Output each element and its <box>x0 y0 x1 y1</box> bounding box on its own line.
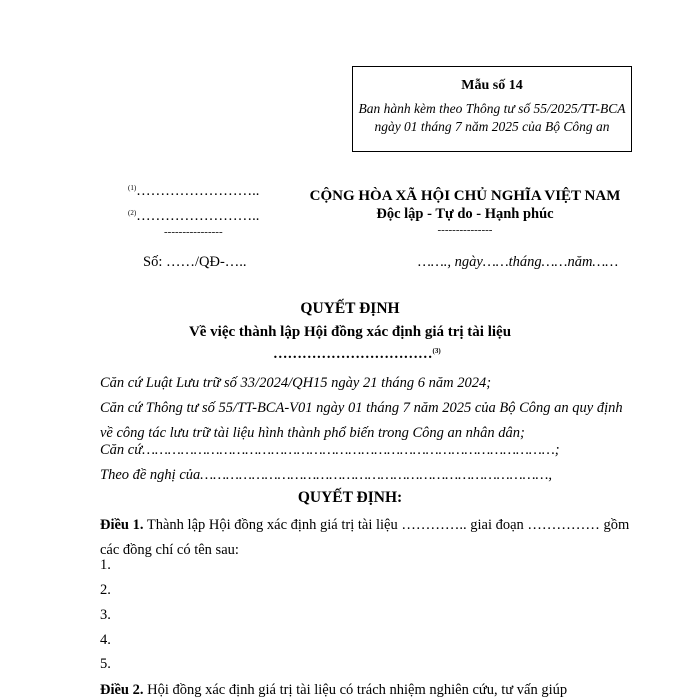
article-1 <box>100 513 630 563</box>
agency-line-2: $^{(2)}$…………………….. <box>128 208 260 224</box>
basis-other: Căn cứ……………………………………………………………………………………; <box>100 442 560 458</box>
article-2-label: Điều 2. <box>100 682 144 698</box>
agency-line-1: $^{(1)}$…………………….. <box>128 183 260 199</box>
article-2 <box>100 682 567 699</box>
document-number: Số: ……/QĐ-….. <box>143 254 247 270</box>
decision-title: QUYẾT ĐỊNH <box>300 300 400 317</box>
document-date: ……., ngày……tháng……năm…… <box>418 254 619 270</box>
article-2-text: Hội đồng xác định giá trị tài liệu có trách nhiệm nghiên cứu, tư vấn giúp <box>147 682 568 698</box>
decides-heading: QUYẾT ĐỊNH: <box>297 489 403 506</box>
form-issued-by: Ban hành kèm theo Thông tư số 55/2025/TT-BCA ngày 01 tháng 7 năm 2025 của Bộ Công an <box>358 101 626 134</box>
basis-proposal: Theo đề nghị của………………………………………………………………………, <box>100 467 553 483</box>
article-1-label: Điều 1. <box>100 517 144 533</box>
form-number: Mẫu số 14 <box>461 78 523 93</box>
basis-law: Căn cứ Luật Lưu trữ số 33/2024/QH15 ngày 21 tháng 6 năm 2024; <box>100 375 492 391</box>
form-number-box <box>352 66 632 152</box>
member-4: 4. <box>100 632 111 648</box>
decision-subject: Về việc thành lập Hội đồng xác định giá trị tài liệu <box>188 324 512 340</box>
footnote-3-marker: (3) <box>432 347 441 355</box>
agency-underline: ---------------- <box>164 226 223 238</box>
member-3: 3. <box>100 607 111 623</box>
member-2: 2. <box>100 582 111 598</box>
article-1-text: Thành lập Hội đồng xác định giá trị tài liệu ………….. giai đoạn …………… gồm các đồng chí có tên sau: <box>100 517 630 558</box>
decision-subject-fill: ……………………………$^{(3)}$ <box>273 346 441 362</box>
footnote-1-marker: (1) <box>128 184 137 192</box>
member-5: 5. <box>100 656 111 672</box>
national-title: CỘNG HÒA XÃ HỘI CHỦ NGHĨA VIỆT NAM <box>309 188 621 204</box>
member-1: 1. <box>100 557 111 573</box>
national-motto: Độc lập - Tự do - Hạnh phúc <box>376 206 554 222</box>
motto-underline: --------------- <box>437 224 493 236</box>
footnote-2-marker: (2) <box>128 209 137 217</box>
basis-circular: Căn cứ Thông tư số 55/TT-BCA-V01 ngày 01 tháng 7 năm 2025 của Bộ Công an quy định về công tác lưu trữ tài liệu hình thành phổ biến trong Công an nhân dân; <box>100 400 623 441</box>
